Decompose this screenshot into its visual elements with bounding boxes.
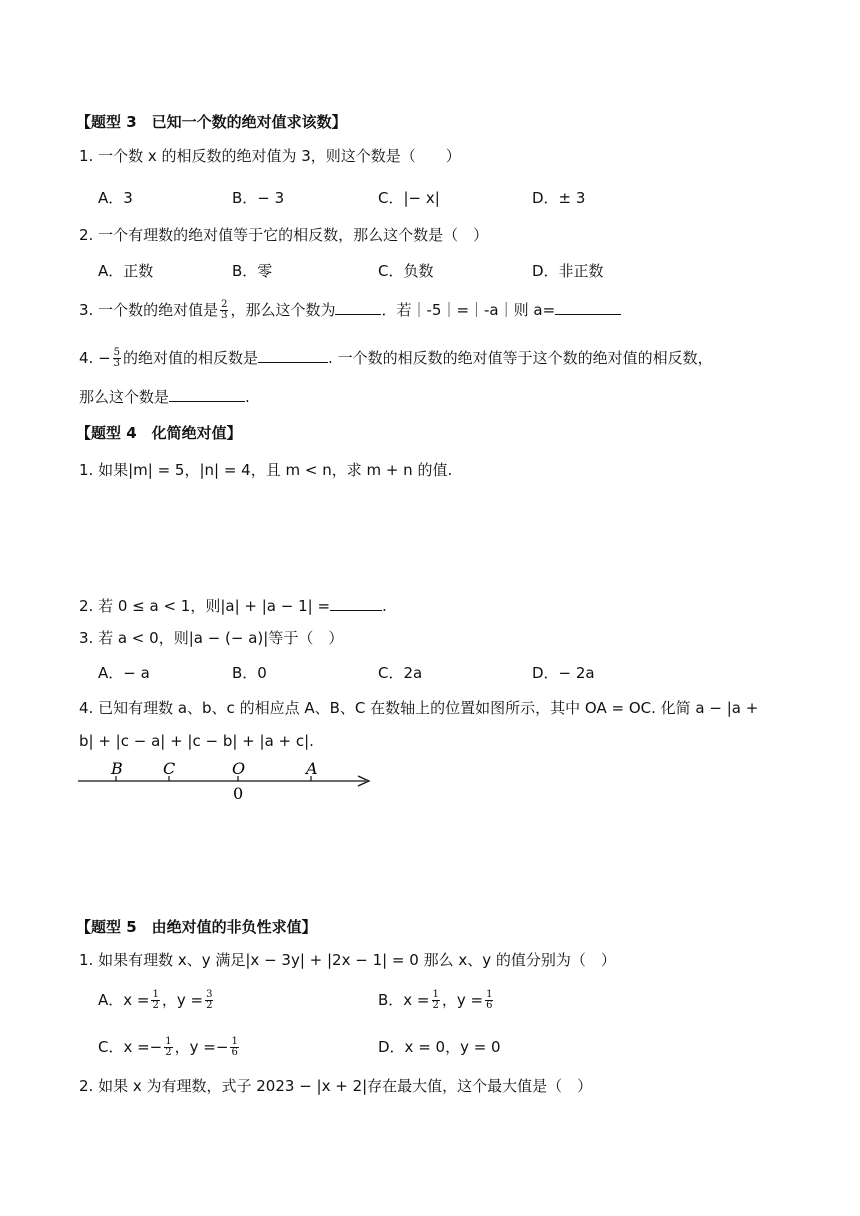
opt-text: ，y =− (174, 1038, 229, 1056)
q-text: . (245, 388, 250, 406)
option-a: A．3 (98, 189, 133, 207)
section-heading-3: 【题型 3 已知一个数的绝对值求该数】 (76, 113, 347, 131)
opt-text: B．x = (378, 991, 430, 1009)
option-a (98, 990, 215, 1011)
section-heading-5: 【题型 5 由绝对值的非负性求值】 (76, 918, 317, 936)
numerator: 2 (221, 299, 228, 310)
fraction (205, 990, 213, 1011)
question-4-3-stem: 3. 若 a < 0，则|a − (− a)|等于（ ） (79, 629, 344, 647)
answer-blank[interactable] (258, 348, 328, 363)
opt-text: ，y = (441, 991, 484, 1009)
option-c: C．2a (378, 664, 423, 682)
fraction (432, 990, 440, 1011)
question-4-1: 1. 如果|m| = 5，|n| = 4，且 m < n，求 m + n 的值. (79, 461, 453, 479)
numerator: 1 (152, 989, 159, 1000)
numerator: 3 (206, 989, 213, 1000)
question-3-4-line1 (79, 348, 713, 369)
denominator: 2 (206, 1000, 213, 1011)
fraction (151, 990, 159, 1011)
question-4-4-line2: b| + |c − a| + |c − b| + |a + c|. (79, 732, 314, 750)
option-d: D．x = 0，y = 0 (378, 1038, 501, 1056)
fraction (220, 300, 228, 321)
fraction (485, 990, 493, 1011)
opt-text: C．x =− (98, 1038, 163, 1056)
denominator: 2 (152, 1000, 159, 1011)
option-c: C．负数 (378, 262, 434, 280)
option-c: C．|− x| (378, 189, 440, 207)
q-text: 4. − (79, 349, 111, 367)
section-heading-4: 【题型 4 化简绝对值】 (76, 424, 242, 442)
option-d: D．非正数 (532, 262, 604, 280)
answer-blank[interactable] (169, 387, 245, 402)
denominator: 3 (113, 358, 121, 369)
q-text: ，那么这个数为 (230, 301, 336, 319)
numerator: 1 (231, 1036, 238, 1047)
option-d: D．± 3 (532, 189, 586, 207)
denominator: 6 (231, 1047, 238, 1058)
option-a: A．正数 (98, 262, 154, 280)
answer-blank[interactable] (555, 300, 621, 315)
q-text: ．若｜-5｜=｜-a｜则 a= (381, 301, 556, 319)
denominator: 2 (432, 1000, 439, 1011)
point-label-o: O (232, 759, 246, 778)
point-label-a: A (306, 759, 318, 778)
point-label-c: C (163, 759, 176, 778)
opt-text: A．x = (98, 991, 150, 1009)
question-4-2 (79, 596, 387, 616)
numerator: 1 (165, 1036, 172, 1047)
answer-blank[interactable] (335, 300, 381, 315)
fraction (164, 1037, 172, 1058)
q-text: 那么这个数是 (79, 388, 170, 406)
option-b (378, 990, 495, 1011)
question-3-4-line2 (79, 387, 250, 407)
question-5-2: 2. 如果 x 为有理数，式子 2023 − |x + 2|存在最大值，这个最大值是（ ） (79, 1077, 593, 1095)
zero-label: 0 (233, 784, 244, 803)
numerator: 5 (113, 347, 121, 358)
numerator: 1 (486, 989, 493, 1000)
q-text: 的绝对值的相反数是 (123, 349, 259, 367)
denominator: 3 (221, 310, 228, 321)
answer-blank[interactable] (330, 596, 382, 611)
fraction (230, 1037, 238, 1058)
question-3-2-stem: 2. 一个有理数的绝对值等于它的相反数，那么这个数是（ ） (79, 226, 489, 244)
point-label-b: B (111, 759, 123, 778)
question-3-3 (79, 300, 621, 321)
q-text: . (382, 597, 387, 615)
q-text: 3. 一个数的绝对值是 (79, 301, 219, 319)
numerator: 1 (432, 989, 439, 1000)
number-line-figure (70, 755, 380, 805)
question-4-4-line1: 4. 已知有理数 a、b、c 的相应点 A、B、C 在数轴上的位置如图所示，其中 OA = OC. 化简 a − |a + (79, 699, 759, 717)
question-3-1-stem: 1. 一个数 x 的相反数的绝对值为 3，则这个数是（ ） (79, 147, 461, 165)
option-a: A．− a (98, 664, 150, 682)
option-c (98, 1037, 241, 1058)
option-b: B．− 3 (232, 189, 285, 207)
option-d: D．− 2a (532, 664, 595, 682)
q-text: . 一个数的相反数的绝对值等于这个数的绝对值的相反数， (328, 349, 713, 367)
fraction (113, 348, 121, 369)
option-b: B．零 (232, 262, 273, 280)
denominator: 2 (165, 1047, 172, 1058)
opt-text: ，y = (161, 991, 204, 1009)
q-text: 2. 若 0 ≤ a < 1，则|a| + |a − 1| = (79, 597, 331, 615)
option-b: B．0 (232, 664, 267, 682)
denominator: 6 (486, 1000, 493, 1011)
question-5-1-stem: 1. 如果有理数 x、y 满足|x − 3y| + |2x − 1| = 0 那么 x、y 的值分别为（ ） (79, 951, 616, 969)
